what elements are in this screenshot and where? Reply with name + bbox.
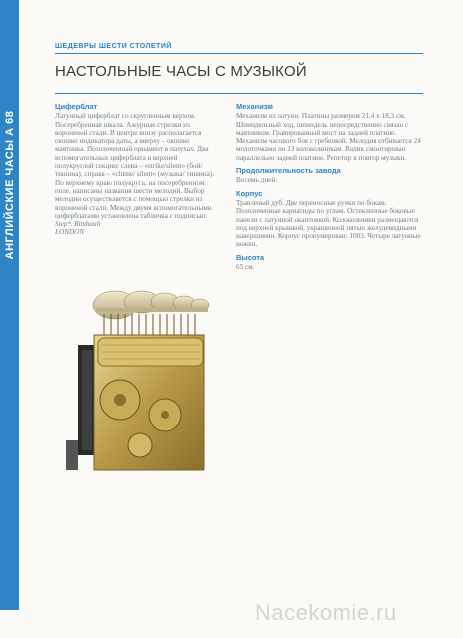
dial-signature-city: LONDON [55,228,85,237]
watermark: Nacekomie.ru [255,600,397,625]
mechanism-heading: Механизм [236,102,273,111]
mechanism-text: Механизм из латуни. Платины размером 21,4 x 18,3 см. Шпиндельный ход, шпиндель непосредственно связан с маятником. Гравированный мост на задней платине. Механизм часового боя с гребенкой. Мелодия отбивается 24 молоточками по 13 колокольчикам. Валик смонтирован параллельно задней платине. Репетир в повтор музыки. [236,112,421,162]
case-text: Травленый дуб. Две переносные ручки по бокам. Позолоченные кариатиды по углам. Остекленные боковые панели с латунной окантовкой. Колокольчики размещаются под верхней крышкой, украшенной пятью желудевидными навершиями. Корпус пронумерован: 1083. Четыре латунные ножки. [236,198,421,249]
dial-text: Латунный циферблат со скругленным верхом. Посеребренная шкала. Ажурные стрелки из вороненой стали. В центре внизу располагается окошко индикатора даты, а вверху – окошко маятника. Позолоченный орнамент в пазухах. Два вспомогательных циферблата в верхней полукруглой секции: слева – «strike/silent» (бой/ тишина), справа – «chime/ silent» (музыка/ тишина). По верхнему краю полукруга, на посеребренном поле, написаны названия шести мелодий. Выбор мелодии осуществляется с помощью стрелки из вороненой стали. Между двумя вспомогательными циферблатами установлена табличка с подписью: [55,112,214,220]
clock-mechanism-photo [60,290,220,480]
right-column [236,103,426,276]
left-column [55,103,215,237]
sidebar-strip [0,0,19,610]
duration-heading: Продолжительность завода [236,166,341,176]
case-heading: Корпус [236,188,263,198]
header-rule-bottom [55,93,423,94]
duration-text: Восемь дней. [236,176,277,185]
page-title: НАСТОЛЬНЫЕ ЧАСЫ С МУЗЫКОЙ [55,63,307,80]
sidebar-label: АНГЛИЙСКИЕ ЧАСЫ А 68 [4,110,16,260]
header-rule-top [55,53,423,54]
height-text: 65 см. [236,263,255,272]
height-heading: Высота [236,252,265,262]
section-label: ШЕДЕВРЫ ШЕСТИ СТОЛЕТИЙ [55,43,172,50]
dial-heading: Циферблат [55,102,98,111]
dial-signature-name: Stepᵗʰ. Rimbault [55,220,101,229]
